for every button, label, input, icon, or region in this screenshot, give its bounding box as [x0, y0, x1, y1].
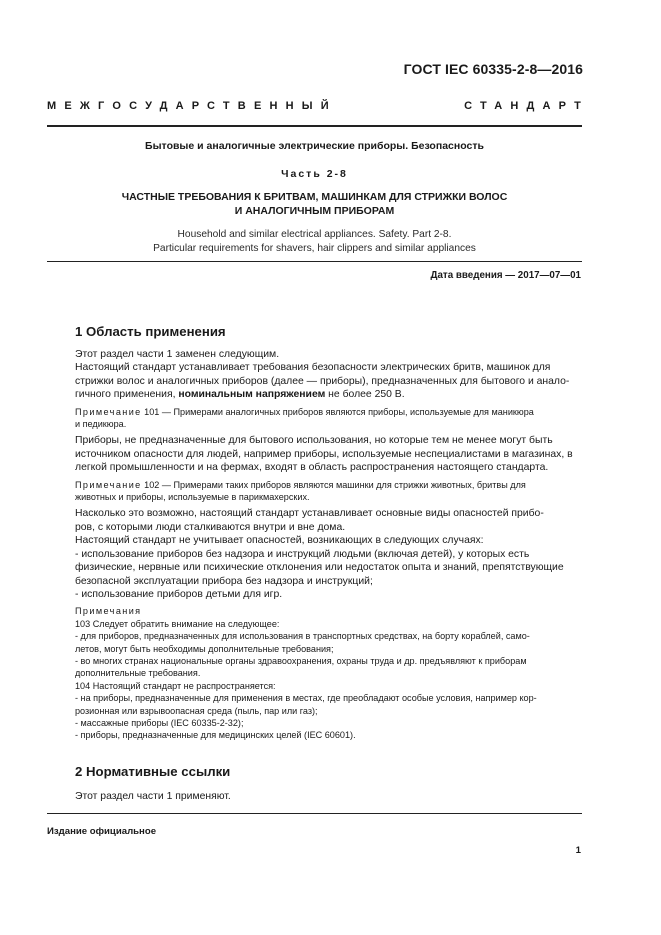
paragraph-block: [75, 434, 583, 474]
note-text: 102 — Примерами таких приборов являются машинки для стрижки животных, бритвы для: [141, 479, 526, 490]
note-line: 103 Следует обратить внимание на следующее:: [75, 618, 280, 629]
section-2-body: [75, 790, 583, 803]
notes-103-104: [75, 605, 583, 741]
paragraph: легкой промышленности и на фермах, входят в область распространения настоящего стандарта.: [75, 462, 549, 474]
note-line: - во многих странах национальные органы здравоохранения, охраны труда и др. предъявляют к приборам: [75, 655, 527, 666]
note-line: - массажные приборы (IEC 60335-2-32);: [75, 717, 244, 728]
note-101: [75, 406, 583, 431]
footer-rule: [47, 813, 582, 814]
note-line: и педикюра.: [75, 419, 127, 430]
standard-label: СТАНДАРТ: [464, 100, 589, 112]
note-line: летов, могут быть необходимы дополнительные требования;: [75, 643, 334, 654]
section-1-heading: 1 Область применения: [75, 324, 226, 339]
part-number: Часть 2-8: [281, 168, 348, 180]
note-line: животных и приборы, используемые в парикмахерских.: [75, 492, 310, 503]
text-span: гичного применения,: [75, 389, 179, 401]
paragraph: стрижки волос и аналогичных приборов (далее — приборы), предназначенных для бытового и анало-: [75, 375, 570, 387]
page-number: 1: [575, 845, 581, 856]
note-line: 104 Настоящий стандарт не распространяется:: [75, 680, 276, 691]
paragraph-block: [75, 507, 583, 601]
defined-term: номинальным напряжением: [178, 389, 326, 401]
document-code: ГОСТ IEC 60335-2-8—2016: [403, 61, 583, 77]
note-text: 101 — Примерами аналогичных приборов являются приборы, используемые для маникюра: [141, 406, 534, 417]
paragraph: Настоящий стандарт не учитывает опасностей, возникающих в следующих случаях:: [75, 535, 484, 547]
list-item: - использование приборов без надзора и инструкций людьми (включая детей), у которых есть: [75, 548, 530, 560]
paragraph: Настоящий стандарт устанавливает требования безопасности электрических бритв, машинок для: [75, 362, 551, 374]
note-line: - на приборы, предназначенные для применения в местах, где преобладают особые условия, например кор-: [75, 693, 537, 704]
document-subtitle: [47, 190, 582, 218]
note-label: Примечание: [75, 406, 142, 417]
note-line: - для приборов, предназначенных для использования в транспортных средствах, на борту кораблей, само-: [75, 631, 530, 642]
note-line: [75, 479, 583, 491]
title-rule: [47, 261, 582, 262]
introduction-date: Дата введения — 2017—07—01: [430, 270, 581, 281]
english-title-line-1: Household and similar electrical appliances. Safety. Part 2-8.: [177, 229, 452, 240]
interstate-label: МЕЖГОСУДАРСТВЕННЫЙ: [47, 100, 337, 112]
list-item: - использование приборов детьми для игр.: [75, 588, 283, 600]
section-2-heading: 2 Нормативные ссылки: [75, 764, 231, 779]
note-102: [75, 479, 583, 504]
note-line: дополнительные требования.: [75, 668, 201, 679]
official-edition-label: Издание официальное: [47, 826, 157, 837]
paragraph: [75, 388, 583, 401]
paragraph: Этот раздел части 1 применяют.: [75, 791, 231, 802]
header-rule: [47, 125, 582, 127]
note-line: розионная или взрывоопасная среда (пыль, пар или газ);: [75, 705, 318, 716]
document-title: Бытовые и аналогичные электрические приборы. Безопасность: [145, 140, 484, 152]
paragraph: Приборы, не предназначенные для бытового использования, но которые тем не менее могут быть: [75, 435, 553, 447]
note-line: - приборы, предназначенные для медицинских целей (IEC 60601).: [75, 730, 356, 741]
paragraph: источником опасности для людей, например приборы, используемые неспециалистами в магазинах, в: [75, 448, 573, 460]
paragraph: ров, с которыми люди сталкиваются внутри и вне дома.: [75, 521, 346, 533]
english-title-line-2: Particular requirements for shavers, hair clippers and similar appliances: [153, 242, 476, 254]
list-item: физические, нервные или психические отклонения или недостаток опыта и знаний, препятствующие: [75, 562, 564, 574]
paragraph: Насколько это возможно, настоящий стандарт устанавливает основные виды опасностей прибо-: [75, 508, 544, 520]
english-title: [47, 228, 582, 255]
note-label: Примечание: [75, 479, 142, 490]
subtitle-line-1: ЧАСТНЫЕ ТРЕБОВАНИЯ К БРИТВАМ, МАШИНКАМ ДЛЯ СТРИЖКИ ВОЛОС: [121, 191, 508, 203]
notes-label: Примечания: [75, 606, 142, 617]
paragraph: Этот раздел части 1 заменен следующим.: [75, 349, 280, 360]
interstate-standard-banner: [47, 100, 589, 112]
subtitle-line-2: И АНАЛОГИЧНЫМ ПРИБОРАМ: [234, 205, 395, 217]
section-1-body: [75, 348, 583, 742]
list-item: безопасной эксплуатации прибора без надзора и инструкций;: [75, 575, 373, 587]
note-line: [75, 406, 583, 418]
text-span: не более 250 В.: [325, 389, 405, 401]
